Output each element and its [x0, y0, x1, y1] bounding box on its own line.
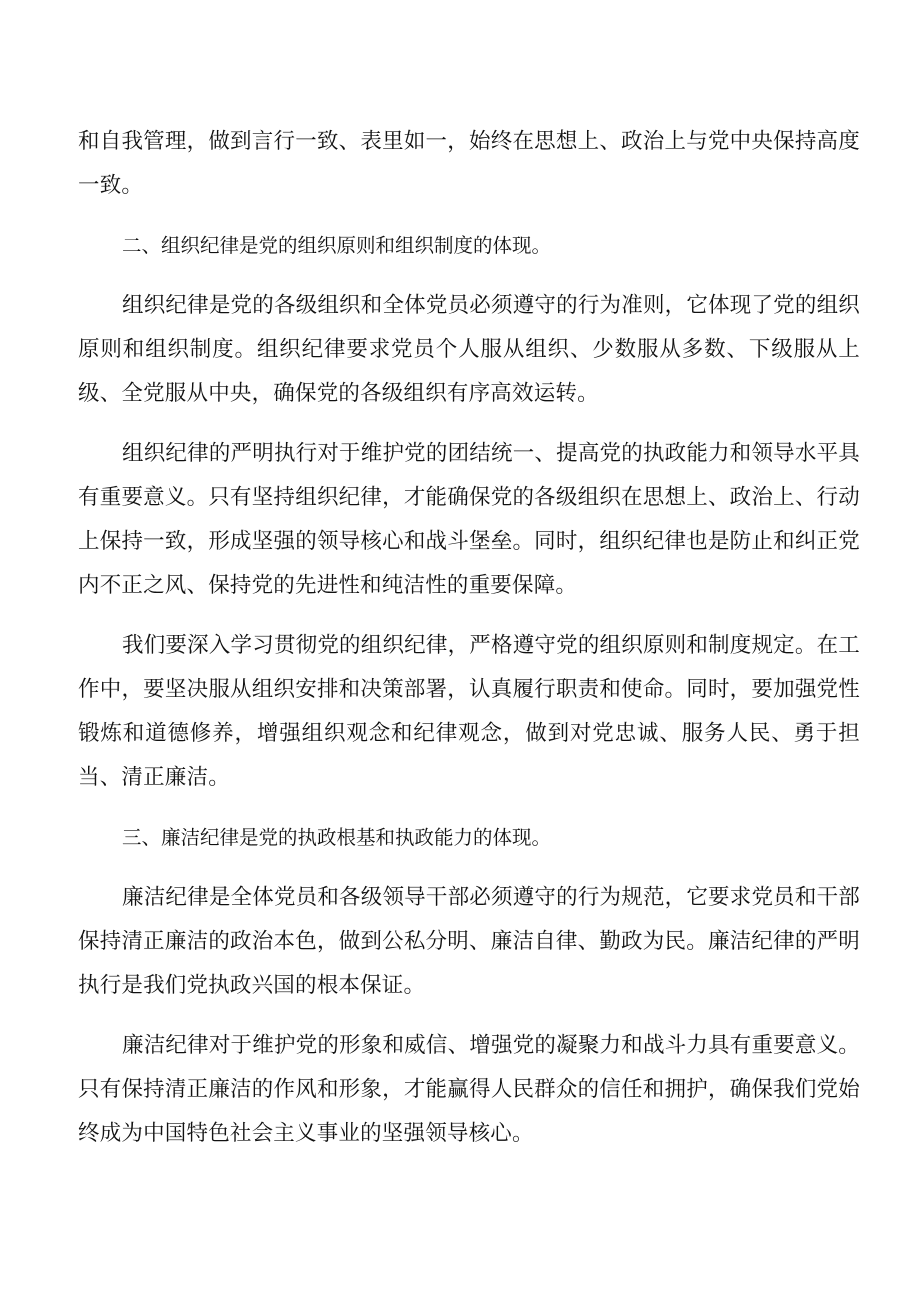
paragraph-org-discipline-significance: 组织纪律的严明执行对于维护党的团结统一、提高党的执政能力和领导水平具有重要意义。只有坚持组织纪律，才能确保党的各级组织在思想上、政治上、行动上保持一致，形成坚强的领导核心和战斗堡垒。同时，组织纪律也是防止和纠正党内不正之风、保持党的先进性和纯洁性的重要保障。 [78, 441, 860, 598]
section-heading-2: 二、组织纪律是党的组织原则和组织制度的体现。 [122, 234, 552, 257]
paragraph-integrity-significance: 廉洁纪律对于维护党的形象和威信、增强党的凝聚力和战斗力具有重要意义。只有保持清正廉洁的作风和形象，才能赢得人民群众的信任和拥护，确保我们党始终成为中国特色社会主义事业的坚强领导核心。 [78, 1033, 860, 1146]
paragraph-integrity-definition: 廉洁纪律是全体党员和各级领导干部必须遵守的行为规范，它要求党员和干部保持清正廉洁的政治本色，做到公私分明、廉洁自律、勤政为民。廉洁纪律的严明执行是我们党执政兴国的根本保证。 [78, 885, 860, 998]
section-heading-3: 三、廉洁纪律是党的执政根基和执政能力的体现。 [122, 826, 552, 849]
document-body [78, 120, 860, 1156]
paragraph-continuation: 和自我管理，做到言行一致、表里如一，始终在思想上、政治上与党中央保持高度一致。 [78, 129, 860, 198]
paragraph-org-discipline-practice: 我们要深入学习贯彻党的组织纪律，严格遵守党的组织原则和制度规定。在工作中，要坚决服从组织安排和决策部署，认真履行职责和使命。同时，要加强党性锻炼和道德修养，增强组织观念和纪律观念，做到对党忠诚、服务人民、勇于担当、清正廉洁。 [78, 633, 860, 790]
paragraph-org-discipline-definition: 组织纪律是党的各级组织和全体党员必须遵守的行为准则，它体现了党的组织原则和组织制度。组织纪律要求党员个人服从组织、少数服从多数、下级服从上级、全党服从中央，确保党的各级组织有序高效运转。 [78, 293, 860, 406]
